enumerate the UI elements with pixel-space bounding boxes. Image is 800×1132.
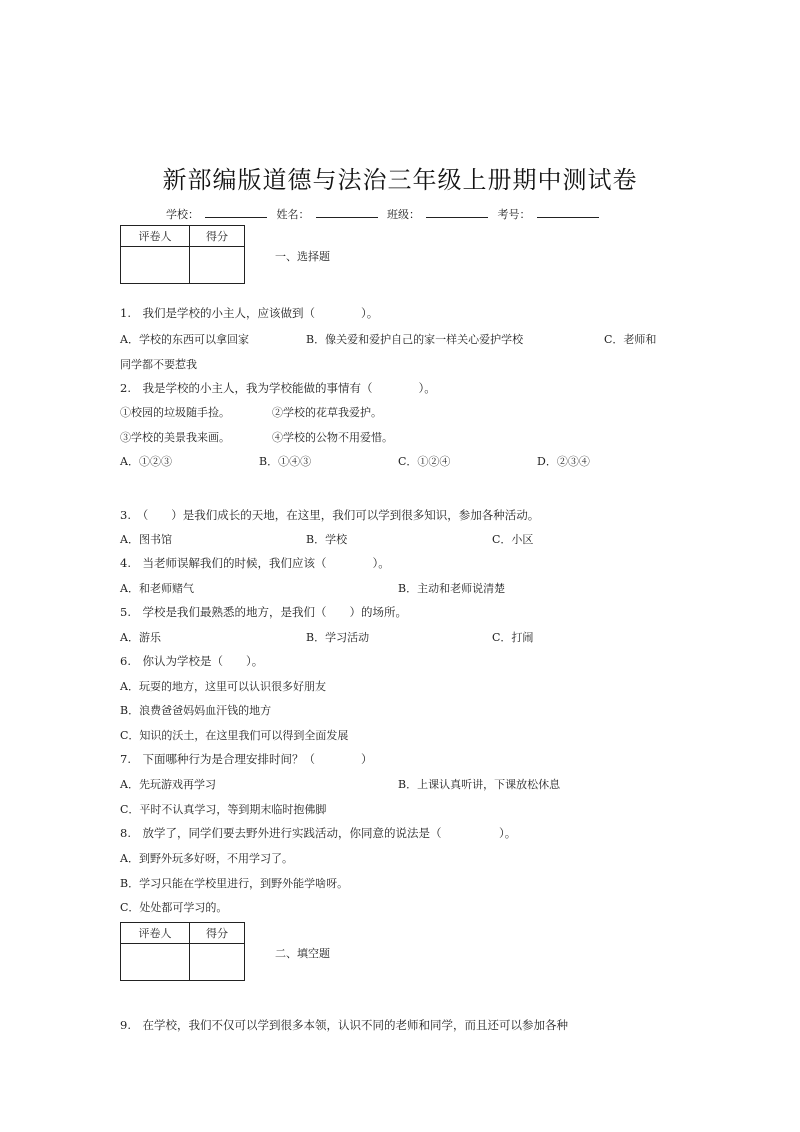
section-choice-title: 一、选择题 — [275, 250, 330, 263]
question-2-item-2: ②学校的花草我爱护。 — [272, 406, 382, 419]
school-blank — [205, 207, 267, 218]
class-label: 班级： — [387, 208, 420, 221]
question-8-stem: 8. 放学了，同学们要去野外进行实践活动，你同意的说法是（ ）。 — [120, 826, 517, 840]
school-label: 学校： — [166, 208, 199, 221]
class-blank — [426, 207, 488, 218]
score-cell — [190, 944, 245, 981]
question-3-option-b: B．学校 — [306, 533, 348, 546]
section-fill-title: 二、填空题 — [275, 947, 330, 960]
question-9-stem: 9. 在学校，我们不仅可以学到很多本领，认识不同的老师和同学，而且还可以参加各种 — [120, 1018, 568, 1032]
question-7-option-b: B．上课认真听讲，下课放松休息 — [398, 778, 561, 791]
question-2-option-c: C．①②④ — [398, 455, 451, 468]
question-5-option-c: C．打闹 — [492, 631, 534, 644]
question-5-option-b: B．学习活动 — [306, 631, 370, 644]
question-6-option-c: C．知识的沃土，在这里我们可以得到全面发展 — [120, 729, 349, 742]
grader-header: 评卷人 — [121, 923, 190, 944]
grader-cell — [121, 944, 190, 981]
grader-header: 评卷人 — [121, 226, 190, 247]
id-label: 考号： — [497, 208, 531, 221]
question-2-option-b: B．①④③ — [259, 455, 312, 468]
score-header: 得分 — [190, 923, 245, 944]
question-4-stem: 4. 当老师误解我们的时候，我们应该（ ）。 — [120, 556, 390, 570]
name-label: 姓名： — [276, 208, 310, 221]
question-2-option-a: A．①②③ — [120, 455, 172, 468]
score-table-1 — [120, 225, 245, 284]
question-7-stem: 7. 下面哪种行为是合理安排时间？（ ） — [120, 752, 373, 766]
question-1-option-b: B．像关爱和爱护自己的家一样关心爱护学校 — [306, 333, 524, 346]
question-1-stem: 1. 我们是学校的小主人，应该做到（ ）。 — [120, 306, 379, 320]
question-2-stem: 2. 我是学校的小主人，我为学校能做的事情有（ ）。 — [120, 381, 436, 395]
question-6-option-a: A．玩耍的地方，这里可以认识很多好朋友 — [120, 680, 326, 693]
question-1-option-c-continued: 同学都不要惹我 — [120, 358, 197, 371]
grader-cell — [121, 247, 190, 284]
question-8-option-c: C．处处都可学习的。 — [120, 901, 228, 914]
page-title: 新部编版道德与法治三年级上册期中测试卷 — [162, 166, 638, 194]
question-1-option-a: A．学校的东西可以拿回家 — [120, 333, 249, 346]
question-7-option-a: A．先玩游戏再学习 — [120, 778, 216, 791]
question-2-option-d: D．②③④ — [537, 455, 590, 468]
question-3-stem: 3. （ ）是我们成长的天地，在这里，我们可以学到很多知识，参加各种活动。 — [120, 508, 540, 522]
question-3-option-c: C．小区 — [492, 533, 534, 546]
question-6-option-b: B．浪费爸爸妈妈血汗钱的地方 — [120, 704, 272, 717]
question-4-option-b: B．主动和老师说清楚 — [398, 582, 506, 595]
question-2-item-4: ④学校的公物不用爱惜。 — [272, 431, 393, 444]
question-8-option-b: B．学习只能在学校里进行，到野外能学啥呀。 — [120, 877, 349, 890]
score-cell — [190, 247, 245, 284]
name-blank — [316, 207, 378, 218]
question-2-item-3: ③学校的美景我来画。 — [120, 431, 230, 444]
question-5-stem: 5. 学校是我们最熟悉的地方，是我们（ ）的场所。 — [120, 605, 407, 619]
question-3-option-a: A．图书馆 — [120, 533, 172, 546]
question-7-option-c: C．平时不认真学习，等到期末临时抱佛脚 — [120, 803, 327, 816]
question-2-item-1: ①校园的垃圾随手捡。 — [120, 406, 230, 419]
question-4-option-a: A．和老师赌气 — [120, 582, 194, 595]
student-info-line — [166, 206, 599, 222]
question-5-option-a: A．游乐 — [120, 631, 161, 644]
score-table-2 — [120, 922, 245, 981]
question-8-option-a: A．到野外玩多好呀，不用学习了。 — [120, 852, 293, 865]
id-blank — [537, 207, 599, 218]
question-6-stem: 6. 你认为学校是（ ）。 — [120, 654, 264, 668]
score-header: 得分 — [190, 226, 245, 247]
question-1-option-c: C．老师和 — [604, 333, 657, 346]
